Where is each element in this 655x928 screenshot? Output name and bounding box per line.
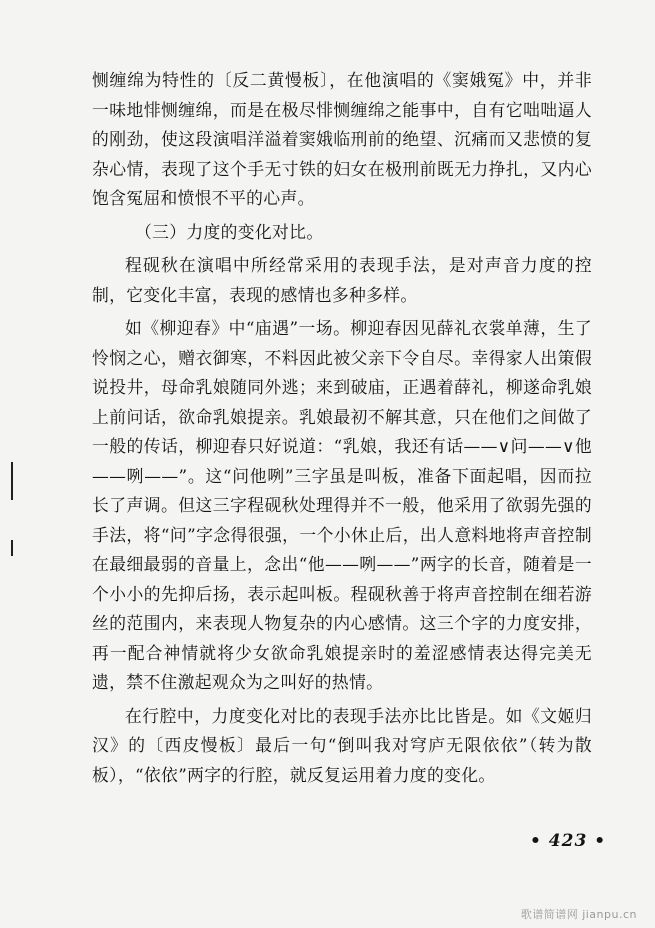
- scan-edge-mark: [11, 540, 13, 556]
- paragraph: 程砚秋在演唱中所经常采用的表现手法，是对声音力度的控制，它变化丰富，表现的感情也多种多样。: [92, 255, 592, 305]
- body-text: [92, 66, 592, 790]
- paragraph-continuation: 恻缠绵为特性的〔反二黄慢板〕，在他演唱的《窦娥冤》中，并非一味地悱恻缠绵，而是在极尽悱恻缠绵之能事中，自有它咄咄逼人的刚劲，使这段演唱洋溢着窦娥临刑前的绝望、沉痛而又悲愤的复杂心情，表现了这个手无寸铁的妇女在极刑前既无力挣扎，又内心饱含冤屈和愤恨不平的心声。: [92, 70, 592, 208]
- scan-edge-mark: [11, 462, 13, 500]
- paragraph: 在行腔中，力度变化对比的表现手法亦比比皆是。如《文姬归汉》的〔西皮慢板〕最后一句“倒叫我对穹庐无限依依”（转为散板），“依依”两字的行腔，就反复运用着力度的变化。: [92, 705, 592, 785]
- paragraph: 如《柳迎春》中“庙遇”一场。柳迎春因见薛礼衣裳单薄，生了怜悯之心，赠衣御寒，不料因此被父亲下令自尽。幸得家人出策假说投井，母命乳娘随同外逃；来到破庙，正遇着薛礼，柳遂命乳娘上前问话，欲命乳娘提亲。乳娘最初不解其意，只在他们之间做了一般的传话，柳迎春只好说道：“乳娘，我还有话——∨问——∨他——咧——”。这“问他咧”三字虽是叫板，准备下面起唱，因而拉长了声调。但这三字程砚秋处理得并不一般，他采用了欲弱先强的手法，将“问”字念得很强，一个小休止后，出人意料地将声音控制在最细最弱的音量上，念出“他——咧——”两字的长音，随着是一个小小的先抑后扬，表示起叫板。程砚秋善于将声音控制在细若游丝的范围内，来表现人物复杂的内心感情。这三个字的力度安排，再一配合神情就将少女欲命乳娘提亲时的羞涩感情表达得完美无遗，禁不住激起观众为之叫好的热情。: [92, 318, 592, 692]
- watermark: 歌谱简谱网 jianpu.cn: [520, 908, 637, 921]
- section-heading: （三）力度的变化对比。: [135, 221, 324, 242]
- page-number: • 423 •: [530, 831, 607, 851]
